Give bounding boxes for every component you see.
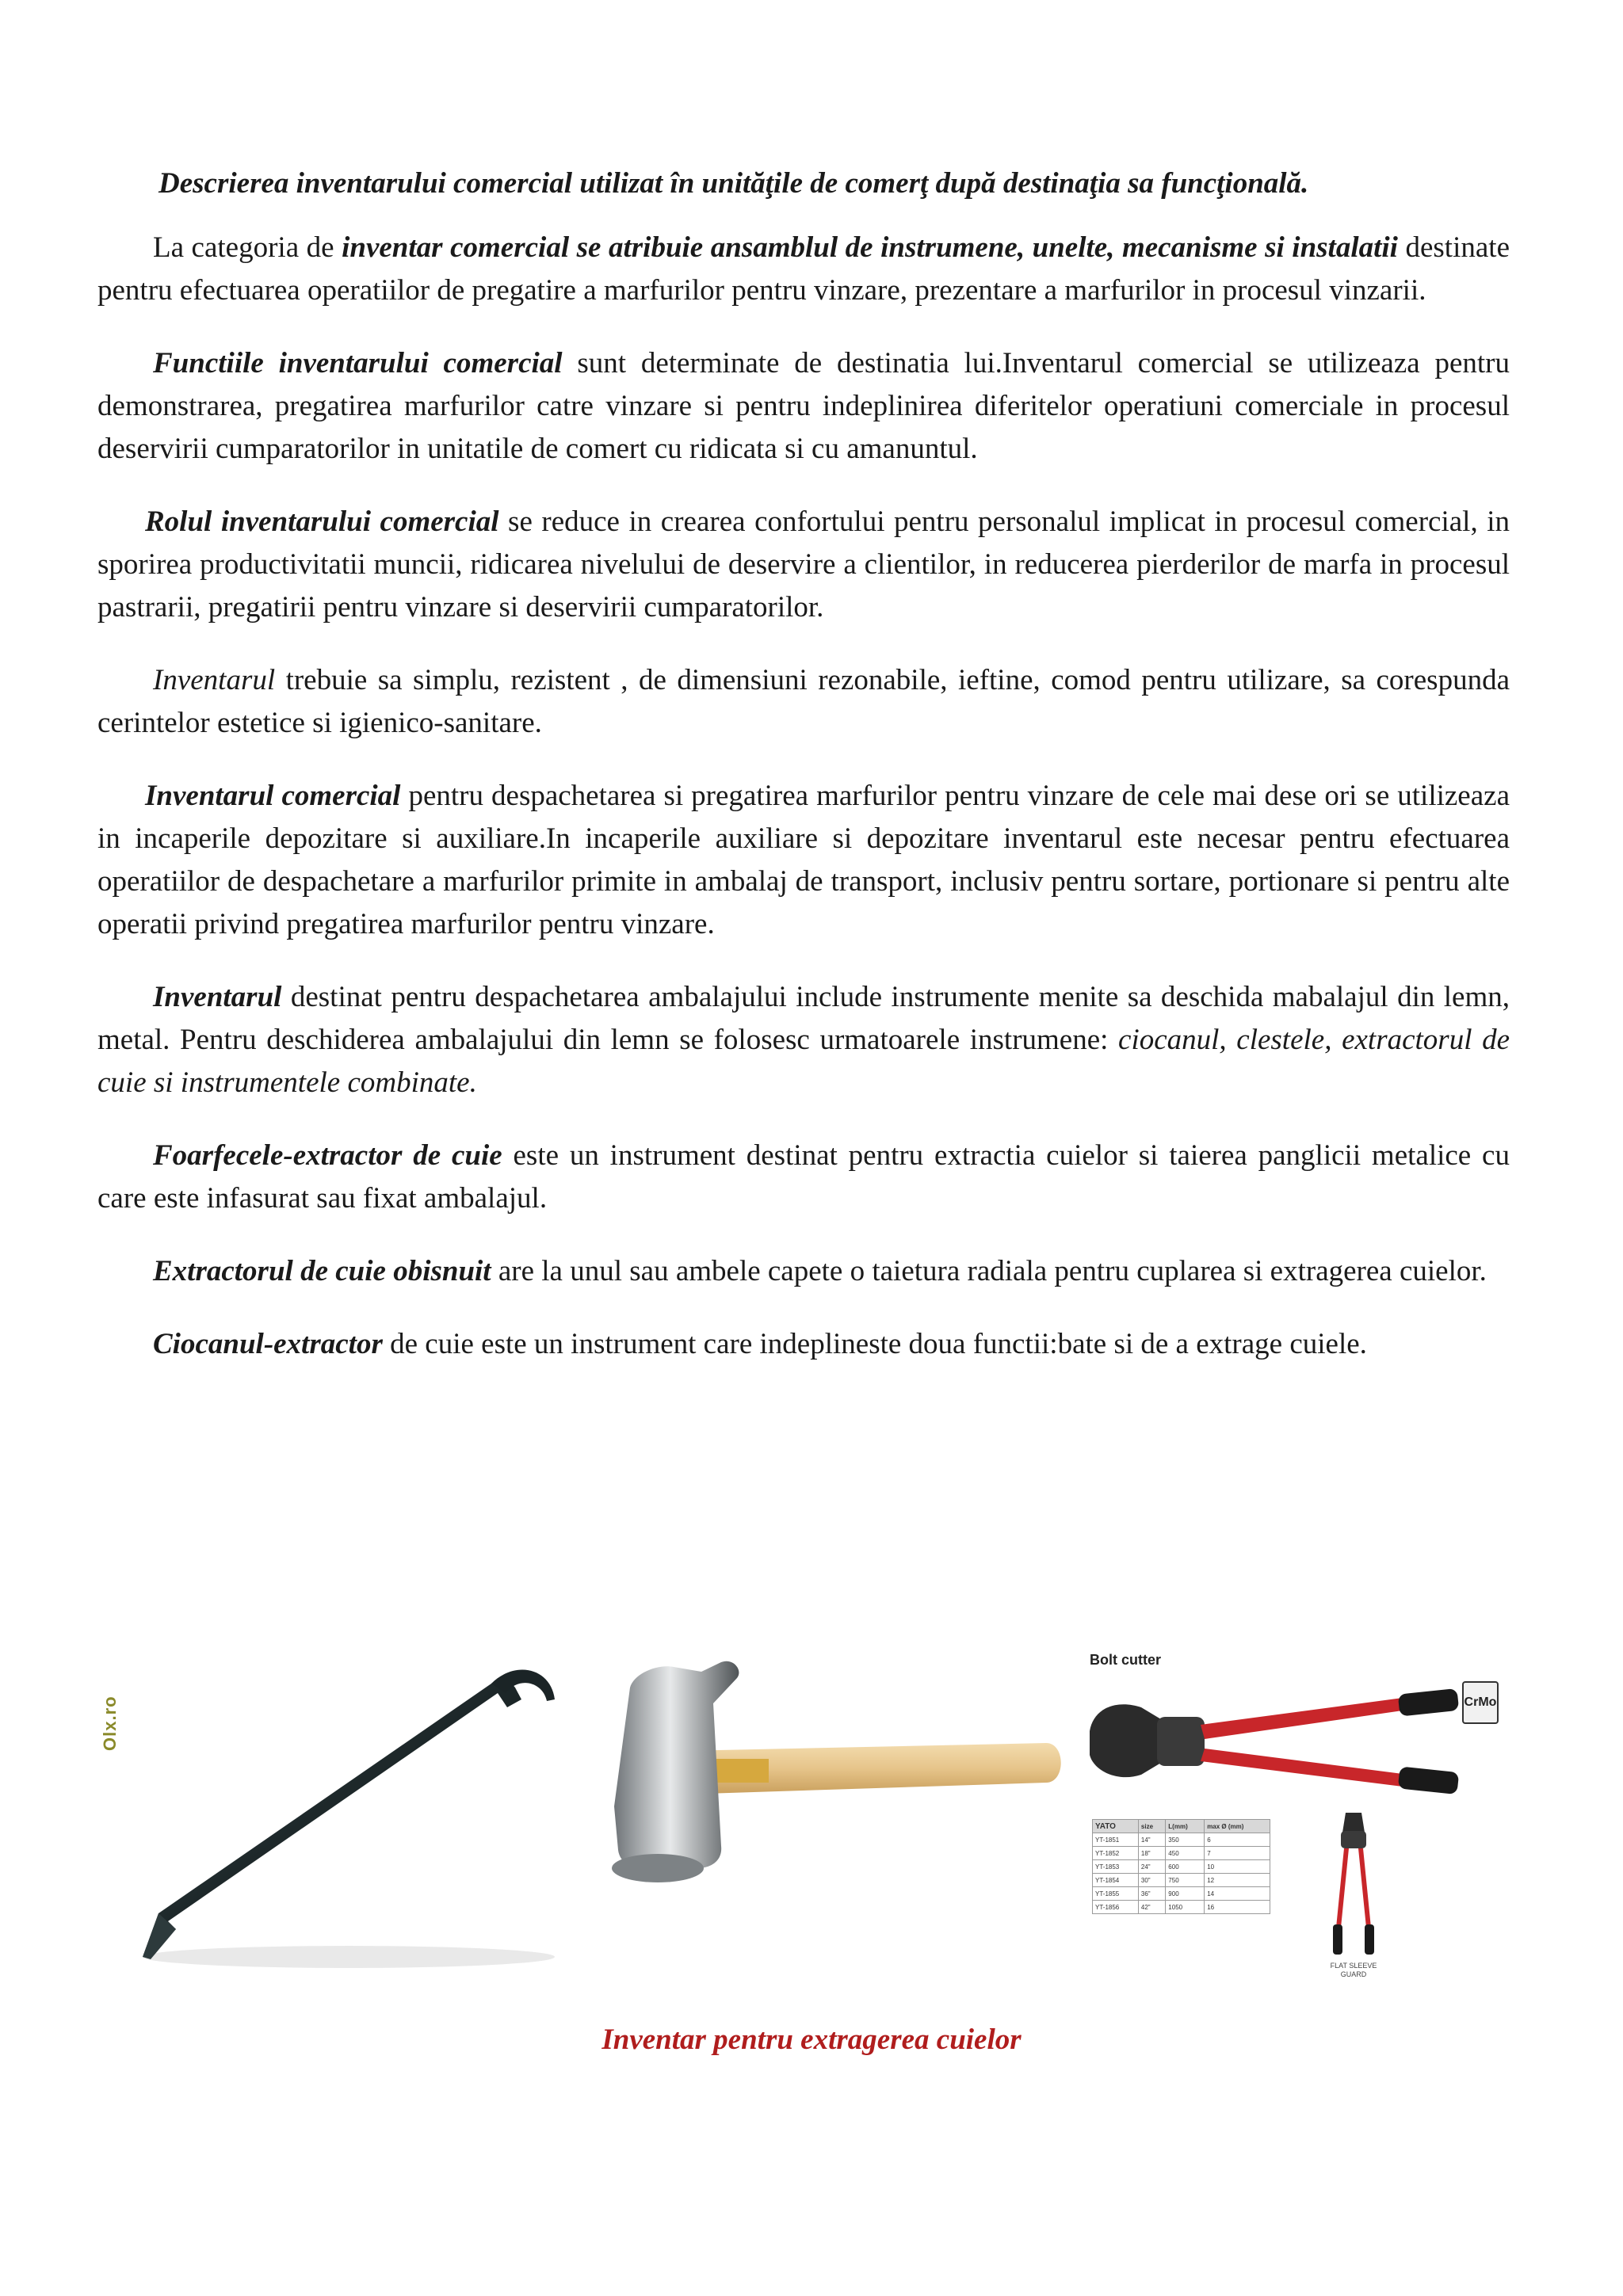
table-cell: 14 xyxy=(1205,1887,1270,1901)
claw-hammer-image xyxy=(602,1656,1078,1933)
table-cell: 750 xyxy=(1166,1874,1205,1887)
table-cell: 16 xyxy=(1205,1901,1270,1914)
vertical-cutter-right-handle xyxy=(1358,1848,1371,1928)
table-cell: 6 xyxy=(1205,1833,1270,1847)
paragraph-definition xyxy=(97,227,1510,312)
table-cell: YT-1853 xyxy=(1093,1860,1139,1874)
table-cell: 24" xyxy=(1138,1860,1165,1874)
table-cell: YT-1856 xyxy=(1093,1901,1139,1914)
vertical-cutter-left-handle xyxy=(1336,1848,1349,1928)
paragraph-emphasis: Functiile inventarului comercial xyxy=(153,347,563,379)
bolt-cutter-image xyxy=(1086,1676,1466,1810)
bolt-cutter-spec-table xyxy=(1092,1819,1270,1914)
paragraph-text: pentru despachetarea si pregatirea marfurilor pentru vinzare de cele mai dese ori se utilizeaza in incaperile depozitare si auxiliare.In incaperile auxiliare si depozitare inventarul este necesar pentru efectuarea operatiilor de despachetare a marfurilor primite in ambalaj de transport, inclusiv pentru sortare, portionare si pentru alte operatii privind pregatirea marfurilor pentru vinzare. xyxy=(97,780,1510,940)
paragraph-emphasis: inventar comercial se atribuie ansamblul de instrumene, unelte, mecanisme si instalatii xyxy=(342,231,1398,264)
paragraph-emphasis: Foarfecele-extractor de cuie xyxy=(153,1139,502,1172)
table-cell: 14" xyxy=(1138,1833,1165,1847)
paragraph-requirements xyxy=(97,659,1510,745)
table-row xyxy=(1093,1833,1270,1847)
table-row xyxy=(1093,1874,1270,1887)
bolt-cutter-lower-handle xyxy=(1201,1749,1403,1787)
table-row xyxy=(1093,1887,1270,1901)
table-row xyxy=(1093,1847,1270,1860)
table-cell: 450 xyxy=(1166,1847,1205,1860)
paragraph-italic: ciocanul, clestele, extractorul de cuie si instrumentele combinate. xyxy=(97,1024,1510,1099)
paragraph-role xyxy=(97,501,1510,629)
table-cell: 12 xyxy=(1205,1874,1270,1887)
table-cell: 600 xyxy=(1166,1860,1205,1874)
watermark-logo: Olx.ro xyxy=(100,1695,120,1751)
table-cell: 18" xyxy=(1138,1847,1165,1860)
table-cell: YT-1854 xyxy=(1093,1874,1139,1887)
paragraph-emphasis: Inventarul xyxy=(153,981,282,1013)
paragraph-text: trebuie sa simplu, rezistent , de dimensiuni rezonabile, ieftine, comod pentru utilizare, sa corespunda cerintelor estetice si igienico-sanitare. xyxy=(97,664,1510,739)
crowbar-shaft xyxy=(143,1680,521,1957)
paragraph-italic: Inventarul xyxy=(153,664,276,696)
crmo-badge: CrMo xyxy=(1462,1681,1499,1724)
paragraph-text: La categoria de xyxy=(153,231,342,264)
table-cell: 10 xyxy=(1205,1860,1270,1874)
vertical-cutter-right-grip xyxy=(1365,1924,1374,1955)
table-cell: 350 xyxy=(1166,1833,1205,1847)
flat-sleeve-guard-label: FLAT SLEEVE GUARD xyxy=(1330,1962,1377,1978)
paragraph-text: destinat pentru despachetarea ambalajului include instrumente menite sa deschida mabalajul din lemn, metal. Pentru deschiderea ambalajului din lemn se folosesc urmatoarele instrumene: xyxy=(97,981,1510,1056)
spec-header-cell: size xyxy=(1138,1820,1165,1833)
paragraph-emphasis: Ciocanul-extractor xyxy=(153,1328,383,1360)
document-title: Descrierea inventarului comercial utilizat în unităţile de comerţ după destinaţia sa funcţională. xyxy=(158,167,1309,200)
bolt-cutter-label: Bolt cutter xyxy=(1090,1652,1161,1668)
paragraph-text: de cuie este un instrument care indeplineste doua functii:bate si de a extrage cuiele. xyxy=(382,1328,1367,1360)
paragraph-text: are la unul sau ambele capete o taietura radiala pentru cuplarea si extragerea cuielor. xyxy=(491,1255,1487,1287)
hammer-face xyxy=(612,1854,704,1882)
bolt-cutter-upper-handle xyxy=(1201,1698,1403,1739)
document-body xyxy=(97,227,1510,1396)
paragraph-text: destinate pentru efectuarea operatiilor de pregatire a marfurilor pentru vinzare, prezentare a marfurilor in procesul vinzarii. xyxy=(97,231,1510,307)
table-cell: YT-1852 xyxy=(1093,1847,1139,1860)
spec-header-cell: L(mm) xyxy=(1166,1820,1205,1833)
table-cell: 42" xyxy=(1138,1901,1165,1914)
vertical-cutter-jaw xyxy=(1342,1813,1365,1833)
table-cell: 30" xyxy=(1138,1874,1165,1887)
table-cell: 7 xyxy=(1205,1847,1270,1860)
paragraph-hammer-extractor xyxy=(97,1323,1510,1366)
spec-table-header xyxy=(1093,1820,1270,1833)
paragraph-text: sunt determinate de destinatia lui.Inventarul comercial se utilizeaza pentru demonstrarea, pregatirea marfurilor catre vinzare si pentru indeplinirea diferitelor operatiuni comerciale in procesul deservirii cumparatorilor in unitatile de comert cu ridicata si cu amanuntul. xyxy=(97,347,1510,465)
bolt-cutter-vertical-image xyxy=(1322,1809,1385,1959)
table-cell: YT-1855 xyxy=(1093,1887,1139,1901)
hammer-label xyxy=(713,1759,769,1783)
paragraph-nail-extractor xyxy=(97,1250,1510,1293)
paragraph-emphasis: Inventarul comercial xyxy=(145,780,401,812)
spec-header-cell: max Ø (mm) xyxy=(1205,1820,1270,1833)
figure-caption: Inventar pentru extragerea cuielor xyxy=(601,2023,1022,2056)
paragraph-emphasis: Extractorul de cuie obisnuit xyxy=(153,1255,491,1287)
paragraph-functions xyxy=(97,342,1510,471)
table-cell: 1050 xyxy=(1166,1901,1205,1914)
table-cell: 36" xyxy=(1138,1887,1165,1901)
crowbar-image xyxy=(119,1644,579,1985)
bolt-cutter-lower-grip xyxy=(1398,1766,1460,1794)
paragraph-inventory-tools xyxy=(97,976,1510,1104)
paragraph-unpacking xyxy=(97,775,1510,946)
bolt-cutter-joint xyxy=(1157,1717,1205,1766)
vertical-cutter-joint xyxy=(1341,1831,1366,1848)
spec-header-cell: YATO xyxy=(1093,1820,1139,1833)
paragraph-text: se reduce in crearea confortului pentru personalul implicat in procesul comercial, in sporirea productivitatii muncii, ridicarea nivelului de deservire a clientilor, in reducerea pierderilor de marfa in procesul pastrarii, pregatirii pentru vinzare si deservirii cumparatorilor. xyxy=(97,505,1510,624)
table-row xyxy=(1093,1860,1270,1874)
paragraph-scissors-extractor xyxy=(97,1135,1510,1220)
paragraph-emphasis: Rolul inventarului comercial xyxy=(145,505,499,538)
table-cell: 900 xyxy=(1166,1887,1205,1901)
bolt-cutter-jaw xyxy=(1090,1704,1161,1777)
bolt-cutter-upper-grip xyxy=(1398,1688,1460,1717)
vertical-cutter-left-grip xyxy=(1333,1924,1342,1955)
table-row xyxy=(1093,1901,1270,1914)
table-cell: YT-1851 xyxy=(1093,1833,1139,1847)
paragraph-text: este un instrument destinat pentru extractia cuielor si taierea panglicii metalice cu care este infasurat sau fixat ambalajul. xyxy=(97,1139,1510,1215)
